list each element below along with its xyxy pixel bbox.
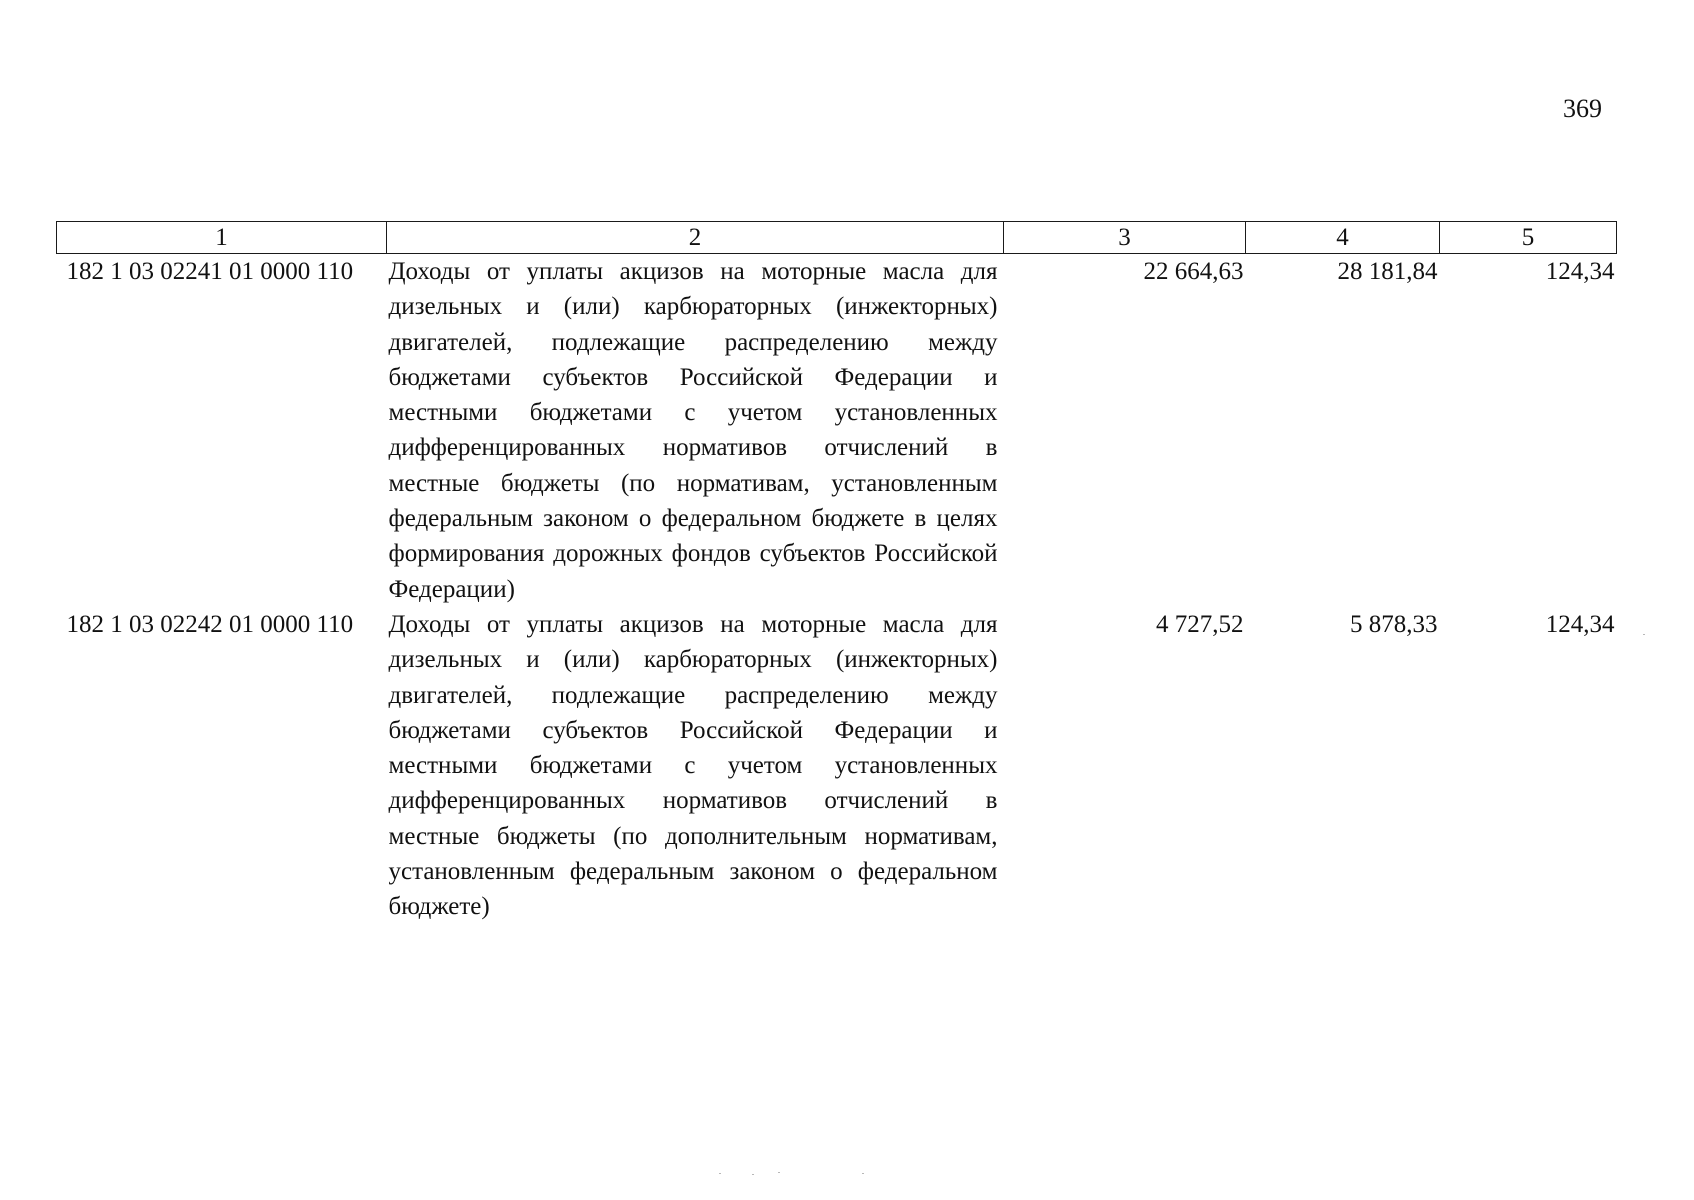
column-header-5: 5 — [1440, 222, 1617, 254]
table-row — [57, 607, 1617, 925]
table-header — [57, 222, 1617, 254]
row-description: Доходы от уплаты акцизов на моторные масла для дизельных и (или) карбюраторных (инжекторных) двигателей, подлежащие распределению между бюджетами субъектов Российской Федерации и местными бюджетами с учетом установленных дифференцированных нормативов отчислений в местные бюджеты (по дополнительным нормативам, установленным федеральным законом о федеральном бюджете) — [388, 610, 998, 921]
column-header-4: 4 — [1246, 222, 1440, 254]
scan-speck — [719, 1173, 721, 1174]
row-value-col3: 22 664,63 — [1143, 258, 1244, 285]
scan-speck — [1643, 634, 1645, 635]
row-description: Доходы от уплаты акцизов на моторные масла для дизельных и (или) карбюраторных (инжекторных) двигателей, подлежащие распределению между бюджетами субъектов Российской Федерации и местными бюджетами с учетом установленных дифференцированных нормативов отчислений в местные бюджеты (по нормативам, установленным федеральным законом о федеральном бюджете в целях формирования дорожных фондов субъектов Российской Федерации) — [388, 258, 998, 603]
page-number: 369 — [1563, 94, 1602, 123]
column-header-2: 2 — [387, 222, 1004, 254]
row-value-col4: 5 878,33 — [1350, 610, 1438, 638]
table-row — [57, 254, 1617, 607]
header-row — [57, 222, 1617, 254]
scan-speck — [778, 1172, 780, 1173]
row-value-col5: 124,34 — [1545, 610, 1615, 638]
column-header-1: 1 — [57, 222, 387, 254]
scan-speck — [752, 1174, 754, 1175]
row-code: 182 1 03 02242 01 0000 110 — [66, 610, 354, 638]
row-value-col4: 28 181,84 — [1337, 258, 1438, 285]
row-code: 182 1 03 02241 01 0000 110 — [66, 258, 354, 285]
row-value-col3: 4 727,52 — [1156, 610, 1244, 638]
budget-table — [56, 221, 1617, 925]
scan-speck — [862, 1173, 864, 1174]
row-value-col5: 124,34 — [1545, 258, 1615, 285]
column-header-3: 3 — [1004, 222, 1246, 254]
table-body — [57, 254, 1617, 925]
